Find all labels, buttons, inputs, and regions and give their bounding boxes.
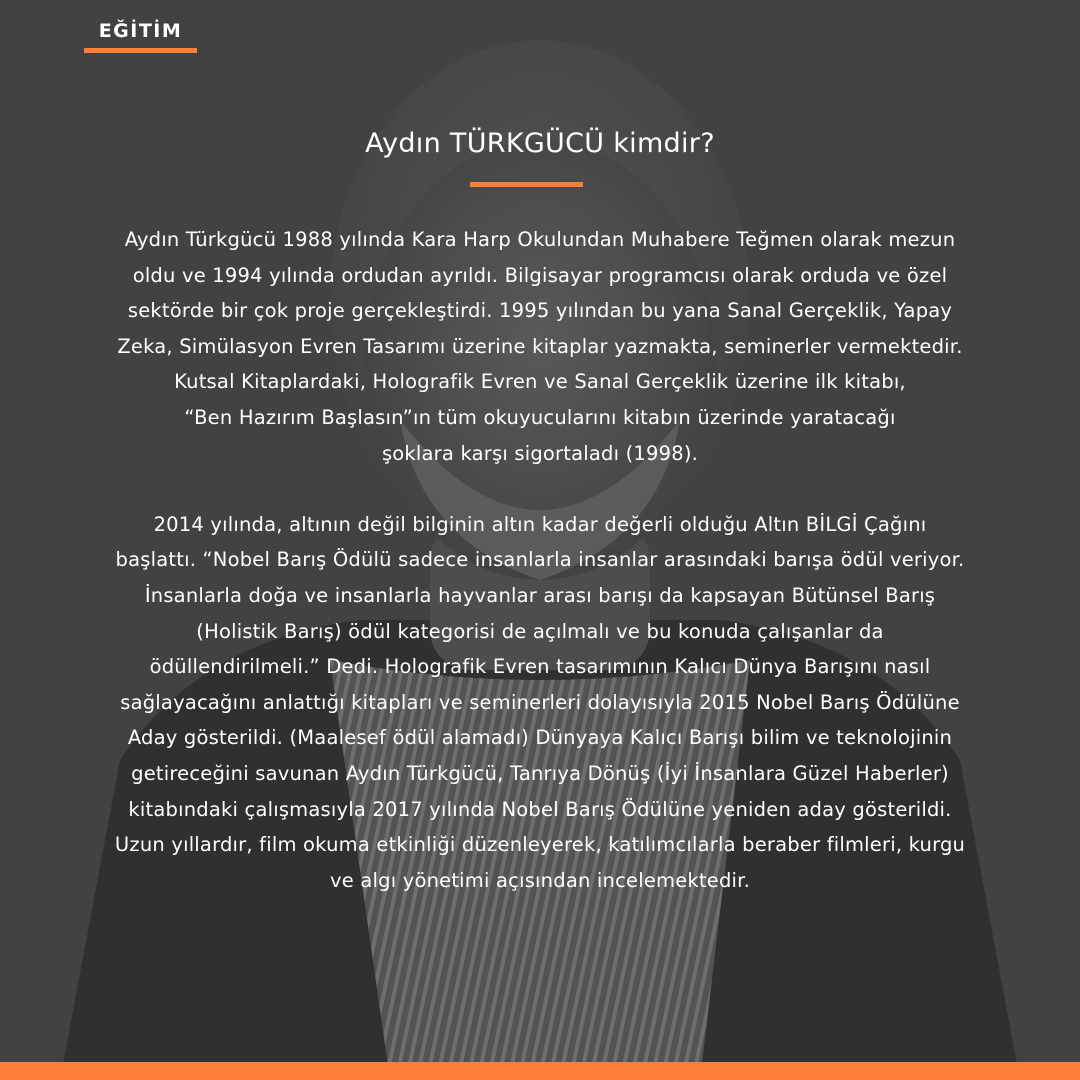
article-body [40, 222, 1040, 898]
article-title: Aydın TÜRKGÜCÜ kimdir? [365, 128, 715, 159]
paragraph-line: Aday gösterildi. (Maalesef ödül alamadı) Dünyaya Kalıcı Barışı bilim ve teknolojinin [127, 726, 953, 750]
paragraph-line: şoklara karşı sigortaladı (1998). [381, 441, 699, 465]
paragraph-line: sağlayacağını anlattığı kitapları ve seminerleri dolayısıyla 2015 Nobel Barış Ödülüne [120, 690, 960, 714]
paragraph-gap [40, 471, 1040, 507]
paragraph-line: 2014 yılında, altının değil bilginin altın kadar değerli olduğu Altın BİLGİ Çağını [153, 512, 927, 536]
paragraph-line: ve algı yönetimi açısından incelemektedir. [330, 868, 750, 892]
category-label: EĞİTİM [98, 20, 183, 42]
paragraph-2 [40, 507, 1040, 899]
paragraph-line: (Holistik Barış) ödül kategorisi de açılmalı ve bu konuda çalışanlar da [196, 619, 884, 643]
paragraph-line: Zeka, Simülasyon Evren Tasarımı üzerine kitaplar yazmakta, seminerler vermektedir. [117, 334, 963, 358]
paragraph-line: başlattı. “Nobel Barış Ödülü sadece insanlarla insanlar arasındaki barışa ödül veriyor. [115, 548, 965, 572]
title-underline [470, 182, 583, 187]
footer-accent-bar [0, 1062, 1080, 1080]
paragraph-1 [40, 222, 1040, 471]
paragraph-line: “Ben Hazırım Başlasın”ın tüm okuyucularını kitabın üzerinde yaratacağı [184, 405, 896, 429]
paragraph-line: kitabındaki çalışmasıyla 2017 yılında Nobel Barış Ödülüne yeniden aday gösterildi. [128, 797, 952, 821]
paragraph-line: Kutsal Kitaplardaki, Holografik Evren ve Sanal Gerçeklik üzerine ilk kitabı, [174, 370, 906, 394]
paragraph-line: Uzun yıllardır, film okuma etkinliği düzenleyerek, katılımcılarla beraber filmleri, kurgu [114, 833, 966, 857]
paragraph-line: İnsanlarla doğa ve insanlarla hayvanlar arası barışı da kapsayan Bütünsel Barış [144, 583, 936, 607]
paragraph-line: getireceğini savunan Aydın Türkgücü, Tanrıya Dönüş (İyi İnsanlara Güzel Haberler) [131, 761, 949, 785]
category-underline [84, 48, 197, 53]
paragraph-line: Aydın Türkgücü 1988 yılında Kara Harp Okulundan Muhabere Teğmen olarak mezun [124, 228, 956, 251]
paragraph-line: ödüllendirilmeli.” Dedi. Holografik Evren tasarımının Kalıcı Dünya Barışını nasıl [149, 655, 931, 679]
paragraph-line: sektörde bir çok proje gerçekleştirdi. 1995 yılından bu yana Sanal Gerçeklik, Yapay [127, 299, 953, 323]
paragraph-line: oldu ve 1994 yılında ordudan ayrıldı. Bilgisayar programcısı olarak orduda ve özel [132, 263, 948, 287]
